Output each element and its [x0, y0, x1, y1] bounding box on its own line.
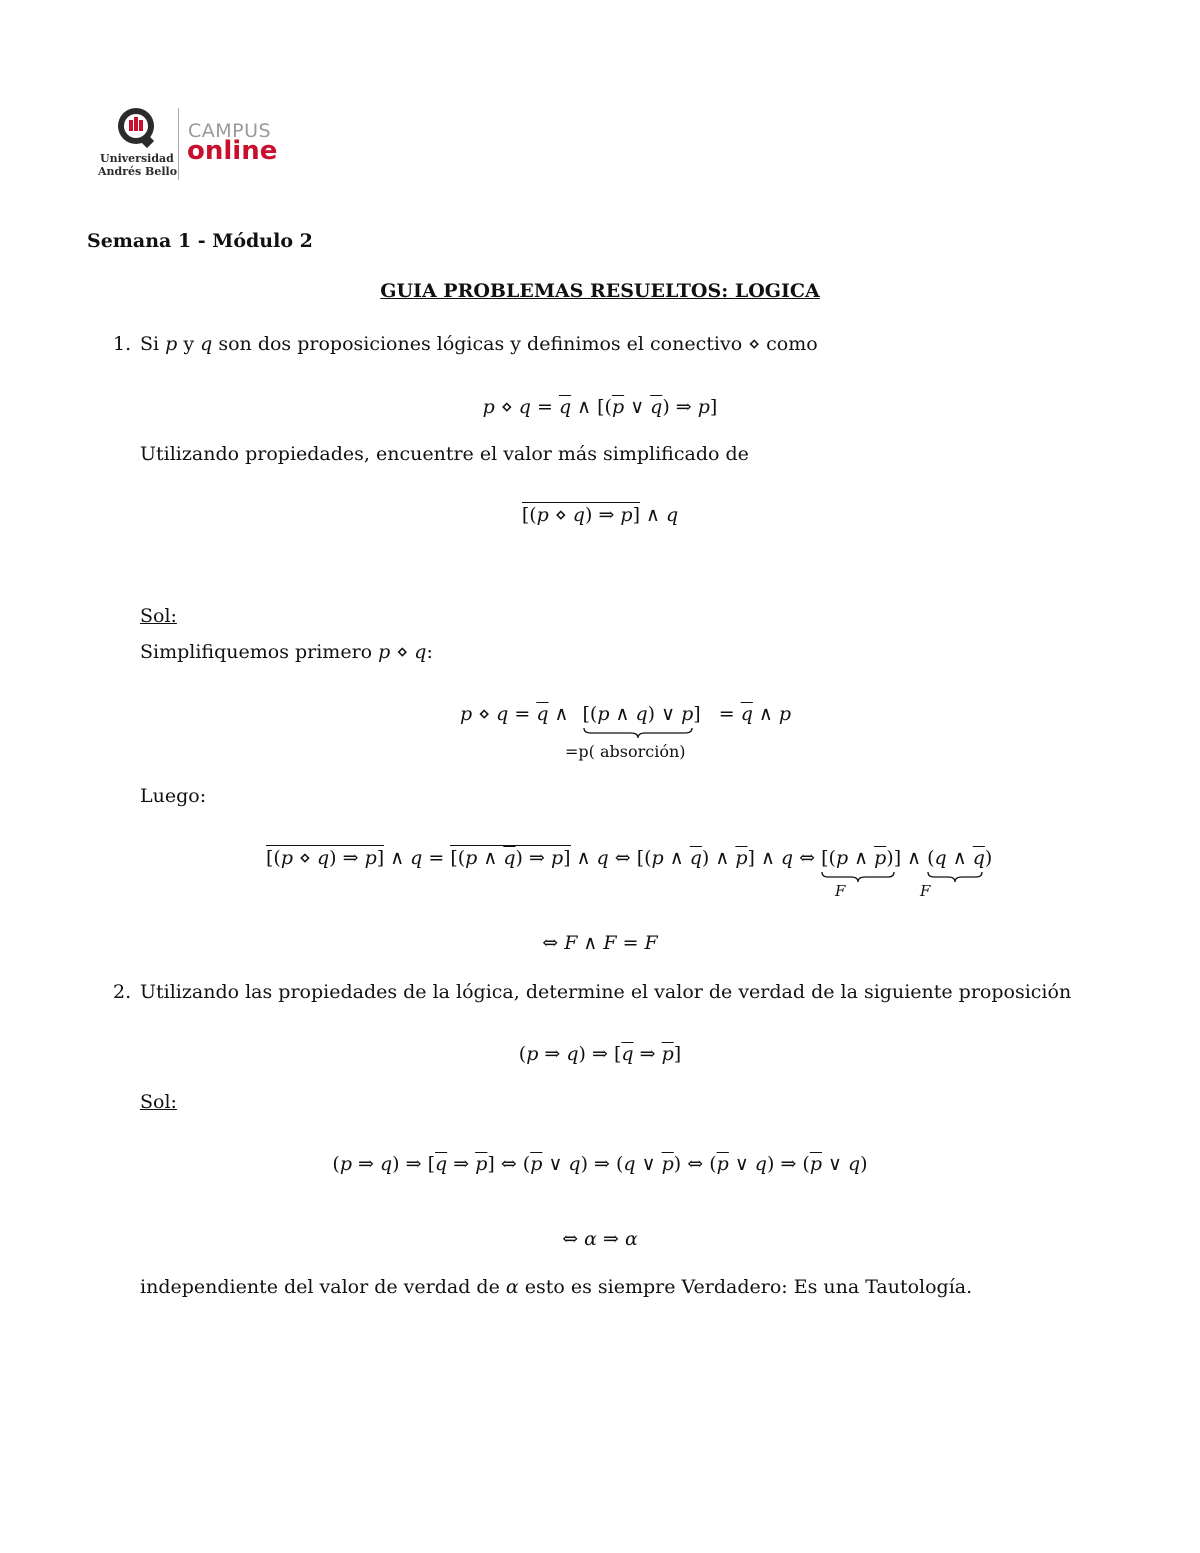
definition-equation: p ⋄ $q = \overline{q}$ ∧ [($\overline{p}$ ∨ $\overline{q}$) ⇒ p]	[482, 396, 718, 418]
page-title-text: GUIA PROBLEMAS RESUELTOS: LOGICA	[380, 280, 820, 302]
university-seal-icon	[116, 106, 160, 150]
alpha-equation: ⇔ α ⇒ α	[562, 1228, 638, 1250]
problem1-intro-b: son dos proposiciones lógicas y definimos el conectivo	[218, 333, 743, 355]
proposition-equation: (p ⇒ q) ⇒ [$\overline{q}$ ⇒ $\overline{p}$]	[518, 1043, 682, 1065]
university-name-line2: Andrés Bello	[98, 165, 178, 178]
brace-label-f1: F	[835, 882, 846, 900]
logo-divider	[178, 108, 179, 180]
derivation-equation: [(p ⋄ q) ⇒ p] ∧ q = [(p ∧ $\overline{q}$) ⇒ p] ∧ q ⇔ [(p ∧ $\overline{q}$) ∧ $\overline{p}$] ∧ q ⇔ [(p ∧ $\overline{p}$)] ∧ (q ∧ $\overline{q}$)	[266, 847, 992, 869]
problem2-conclusion	[140, 1276, 972, 1298]
conclusion-text-a: independiente del valor de verdad de	[140, 1276, 500, 1298]
problem1-number: 1.	[113, 333, 132, 355]
problem2-number: 2.	[113, 981, 132, 1003]
week-module-label: Semana 1 - Módulo 2	[87, 230, 313, 252]
final-equation: ⇔ F ∧ F = F	[542, 932, 658, 954]
problem1-intro-c: como	[766, 333, 818, 355]
simplify-intro: Simplifiquemos primero p ⋄ q:	[140, 641, 433, 663]
problem1-var-q: q	[200, 333, 213, 355]
absorption-brace: [(p ∧ q) ∨ p]	[583, 703, 701, 725]
problem1-sol-text: Sol:	[140, 605, 177, 627]
conclusion-alpha: α	[505, 1276, 519, 1298]
problem1-intro-a: Si	[140, 333, 160, 355]
problem1-intro	[140, 333, 818, 355]
problem2-statement: Utilizando las propiedades de la lógica, determine el valor de verdad de la siguiente proposición	[140, 981, 1072, 1003]
online-label: online	[187, 136, 278, 166]
brace-label-f2: F	[920, 882, 931, 900]
problem2-sol-text: Sol:	[140, 1091, 177, 1113]
problem1-intro-y: y	[183, 333, 195, 355]
page-title	[0, 280, 1200, 302]
conclusion-text-b: esto es siempre Verdadero: Es una Tautología.	[524, 1276, 973, 1298]
university-name-line1: Universidad	[100, 152, 174, 165]
simplify-intro-text: Simplifiquemos primero	[140, 641, 373, 663]
luego-label: Luego:	[140, 785, 207, 807]
problem2-sol-label	[140, 1091, 177, 1113]
absorption-brace-label: =p( absorción)	[565, 742, 686, 761]
simplification-equation: p ⋄ $q = \overline{q}$ ∧ [(p ∧ q) ∨ p] = $\overline{q}$ ∧ p	[460, 703, 791, 725]
diamond-connective-icon: ⋄	[748, 333, 761, 355]
brace-q-and-not-q: (q ∧ $\overline{q}$)	[927, 847, 992, 869]
problem1-instruction: Utilizando propiedades, encuentre el valor más simplificado de	[140, 443, 749, 465]
logo	[88, 100, 278, 190]
brace-p-and-not-p: [(p ∧ $\overline{p}$)]	[821, 847, 901, 869]
target-expression: [(p ⋄ q) ⇒ p] ∧ q	[521, 504, 679, 526]
problem1-var-p: p	[165, 333, 178, 355]
problem1-sol-label	[140, 605, 177, 627]
solution-chain-equation: (p ⇒ q) ⇒ [$\overline{q}$ ⇒ $\overline{p}$] ⇔ ($\overline{p}$ ∨ q) ⇒ (q ∨ $\overline{p}$) ⇔ ($\overline{p}$ ∨ q) ⇒ ($\overline{p}$ ∨ q)	[332, 1153, 868, 1175]
campus-label: CAMPUS	[188, 120, 272, 142]
